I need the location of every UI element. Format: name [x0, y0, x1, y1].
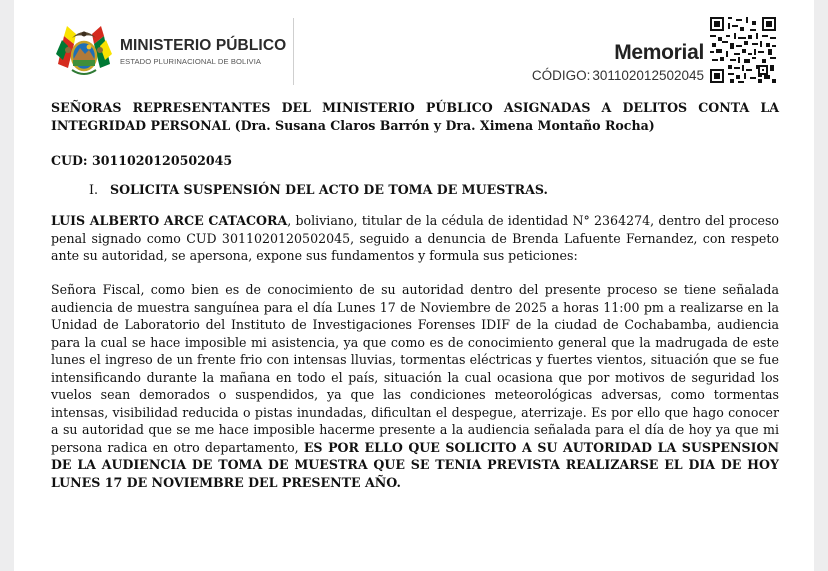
main-paragraph: [51, 281, 779, 491]
background-left: [0, 0, 14, 571]
intro-text: , boliviano, titular de la cédula de identidad N° 2364274, dentro del proceso penal signado como CUD 3011020120502045, seguido a denuncia de Brenda Lafuente Fernandez, con respeto ante su autoridad, se apersona, expone sus fundamentos y formula sus peticiones:: [51, 213, 779, 263]
section-heading: [89, 181, 689, 199]
document-code-value: 301102012502045: [592, 68, 704, 83]
section-title: SOLICITA SUSPENSIÓN DEL ACTO DE TOMA DE MUESTRAS.: [109, 182, 548, 197]
institution-name: MINISTERIO PÚBLICO: [120, 37, 287, 54]
case-number: CUD: 3011020120502045: [51, 153, 233, 168]
document-code-label: CÓDIGO:: [531, 68, 591, 83]
document-page: [14, 0, 814, 571]
main-text: Señora Fiscal, como bien es de conocimiento de su autoridad dentro del presente proceso se tiene señalada audiencia de muestra sanguínea para el día Lunes 17 de Noviembre de 2025 a horas 11:00 pm a realizarse en la Unidad de Laboratorio del Instituto de Investigaciones Forenses IDIF de la ciudad de Cochabamba, audiencia para la cual se hace imposible mi asistencia, ya que como es de conocimiento general que la madrugada de este lunes el ingreso de un frente frio con intensas lluvias, tormentas eléctricas y fuertes vientos, situación que se fue intensificando durante la mañana en todo el país, situación la cual ocasiona que por motivos de seguridad los vuelos sean demorados o suspendidos, ya que las condiciones meteorológicas adversas, como tormentas intensas, visibilidad reducida o pistas inundadas, dificultan el despegue, aterrizaje. Es por ello que hago conocer a su autoridad que se me hace imposible hacerme presente a la audiencia señalada para el día de hoy ya que mi persona radica en otro departamento,: [51, 282, 779, 455]
header-divider: [293, 18, 294, 85]
petitioner-name: LUIS ALBERTO ARCE CATACORA: [51, 213, 288, 228]
document-type: Memorial: [614, 41, 704, 64]
institution-subtitle: ESTADO PLURINACIONAL DE BOLIVIA: [120, 57, 262, 66]
background-right: [814, 0, 828, 571]
bolivia-coat-of-arms-icon: [54, 24, 114, 80]
section-number: I.: [89, 182, 98, 197]
document-code: [532, 68, 704, 83]
qr-code-icon: [710, 17, 776, 83]
intro-paragraph: [51, 212, 779, 265]
main-request: ES POR ELLO QUE SOLICITO A SU AUTORIDAD LA SUSPENSION DE LA AUDIENCIA DE TOMA DE MUESTRA QUE SE TENIA PREVISTA REALIZARSE EL DIA DE HOY LUNES 17 DE NOVIEMBRE DEL PRESENTE AÑO.: [51, 439, 779, 490]
recipients-heading: SEÑORAS REPRESENTANTES DEL MINISTERIO PÚBLICO ASIGNADAS A DELITOS CONTA LA INTEGRIDAD PERSONAL (Dra. Susana Claros Barrón y Dra. Ximena Montaño Rocha): [51, 100, 779, 133]
institution-brand: [120, 37, 286, 66]
